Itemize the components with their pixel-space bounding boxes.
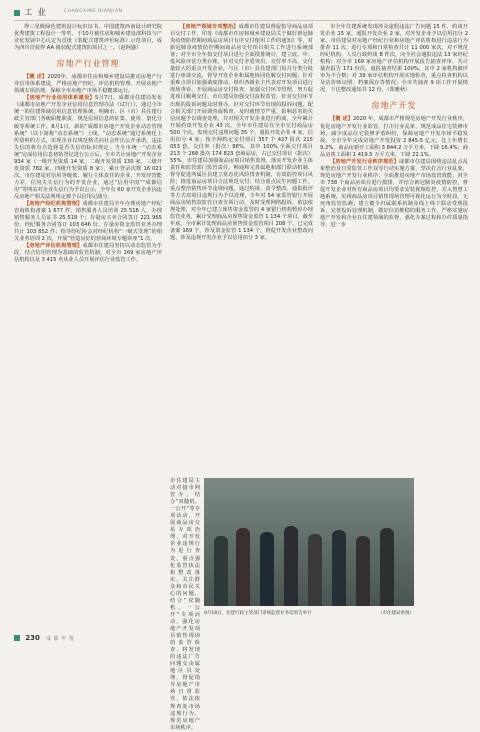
training-meeting-photo — [204, 478, 414, 606]
paragraph-tag: 【概 述】 — [330, 116, 353, 123]
paragraph — [14, 201, 162, 243]
column-left — [14, 24, 162, 264]
photo-person — [380, 528, 394, 606]
paragraph — [320, 159, 468, 229]
page-header — [0, 6, 480, 20]
footer-marker-square — [14, 635, 20, 641]
paragraph-text: 2020 年，成都市严格规范房地产开发行业秩序，优化房地产开发行业监管，打击行业乱象，规范成品住宅装修市场，减少成品住宅装修矛盾纠纷，保障房地产开发市场平稳发展。全市全年完成房地产开发投资 2 845.5 亿元，比上年增长 9.2%，商品房新开工面积 3 844.2 万平方米，下降 16.4%；商品房竣工面积 1 419.5 万平方米，下降 22.1%。 — [320, 116, 468, 158]
paragraph — [14, 243, 162, 264]
photo-person — [332, 530, 346, 606]
section-title-real-estate-development: 房地产开发 — [371, 101, 417, 111]
photo-person — [308, 534, 322, 606]
paragraph-tag: 【房地产领域专项整治】 — [180, 24, 239, 30]
photo-caption — [204, 610, 414, 616]
section-subtitle: CHANGXING NIANJIAN — [64, 9, 123, 14]
paragraph: 市住建局主动对接市网管办，结合“双随机、一公开”等专项活动，开展商品房交易专项治理，对开发企业违规行为进行查处，重点强化监管执法和整改落实，关注群众和市民关心的问题，结合“双随机、一公开”专项活动，强化房地产开发项目销售现场的监管检查，将发现的违法广告问题交由属地区县处理，督促指导房地产市场日常监管，依法依规查处市场违规行为，规范房地产市场秩序。 — [170, 478, 200, 731]
section-marker-square — [14, 10, 20, 16]
page-footer — [14, 634, 74, 642]
column-middle — [170, 24, 313, 474]
photo-person — [356, 536, 370, 606]
paragraph-tag: 【房地产经纪机构管理】 — [24, 201, 83, 208]
paragraph — [320, 116, 468, 158]
photo-credit: （市住建局供图） — [378, 611, 414, 616]
paragraph — [14, 74, 162, 95]
paragraph: 得三星级绿色建筑设计标识证书，中国建筑西南设计研究院优秀建筑工程设计一等奖，于10月被住房和城乡建设部科技与产业化发展中心认定为首批《装配式建筑评价标准》示范项目，成为四川首获得 AA 级装配式建筑的项目之一。（赵阿盛） — [14, 24, 162, 52]
paragraph-text: 成都市住建局围绕违法乱点乱象整治及日常监管工作双导行动实施方案，坚决打击行业乱象，规范房地产开发行业秩序；全面推进房地产市场监管效能，对全市 738 个商品房项目进行摸排，并结合新冠肺炎疫情防控，督促开发企业对所有商品房项目均要求安装视频监控，并入智慧工地系统，实现商品房项目销售现场管理可视化运行为全时段、无死角监管监测；建立健全归属联系机制及线上线下联动受理投诉，完善投诉处理机制，做好信访维稳的服务工作，严格实施房地产开发和企业在住建领域的监督，强化办案过程和办件质量指导，进一步 — [320, 158, 468, 229]
column-middle-lower — [170, 478, 200, 731]
page-number: 230 — [25, 634, 40, 642]
paragraph-text: 2020年，成都市住房和城乡建设局推动房地产行业信用体系建设，严格房地产经纪、评估机构管理，开展房地产领域专项治理，保障全市房地产市场平稳健康运行。 — [14, 74, 162, 95]
paragraph-tag: 【房地产开发行业秩序规范】 — [330, 158, 400, 165]
section-name: 工 业 — [24, 8, 47, 18]
header-rule — [14, 20, 466, 21]
paragraph-text: 5月7日，成都市住建局发布《成都市房地产开发企业信用信息管理办法（试行）》，通过全市统一的住建领域信用信息管理系统，明确市、区（市）县住建行政主管部门各级职能职责，规范信用信息的征集、使用、量化分级等系统工作。8月1日，新的“成都市房地产开发企业动态管理系统”（以下简称“动态系统”）上线，“动态系统”通过系统化上传资料的方式，实现企业以规范格式向社会作出公开承诺，违法失信的将有自选择是否失信的标识规定；当全市统一“动态系统”完成信用信息初始登记进行公示后，全市共计房地产开发企业 934 家（一级开发资质 14 家、二级开发资质 130 家、三级开发资质 782 家，四级开发资质 8 家），累计登录次数 16 021 次。市住建局对信用等级低、履行主体责任的企业，开发经营能力差、信用失失信行为的开发企业，通过“信用中国”“成都信用”等网站对企业失信行为予以公示，全年有 60 家开发企业因违反房地产相关法规规定被予以信用记减分。 — [14, 95, 162, 200]
paragraph — [14, 95, 162, 201]
paragraph-text: 成都市住建局督促指导商品房项目交付工作，印发《成都市住房和城乡建设局关于做好新冠肺炎疫情防控期间商品房项目有序交付使用工作的通知》等，对新冠肺炎疫情防控期间商品房交付项目相关工作进行系统部署；对全市全年拟交付项目进行全面摸排统计，建立底、中、低风险评估分类台账，针对交付矛盾突出、交付率不高、交付量较大的重点开发企业，与区（市）县住建部门每月分类分批进行座谈交流，督导开发企业和属地协同化解交付问题；针对重难点项目加强调度推动，组织各级业主代表对开发项目进行现场查看，开展商品房交付检查，加强交付环节管理，努力促进项目顺利交付。市住建局加强交付流程监管，针对交付环节出现的投诉问题及时督办。针对交付环节出现的投诉问题，配合相关部门开展调查或核查，及时就情节严重、影响恶劣的失信问题予以调查处理，并对相关开发企业进行约谈，全年累计开展约谈开发企业 43 次。全年市住建局在全市交付商品房 500 个次，发现交付违规问题 35 个，通报开发企业 4 家，信用扣分 4 家；按全网约定交付项目 357 个 427 批次 215 053 套，交付率（批次）88%，其中 100% 全面交付项目 213 个 268 批次 174 823 套商品房，占已交付项目（批次）55%。市住建局加强商品房项目销售监督，落实开发企业主体责任和监管部门监管责任，畅通和完善属地和部门联动机制、督导促进所属区县建立常态化风险排查机制，有效防控项目风险；推进商品房项目合法规范交付；结合重点民生问题工作，重点整治销售环节违规问题，通过约谈、责令整改、通报批评等方式对项目违规行为予以处理，全年对 54 家监管银行开展商品房销售款监管自查专项行动，及时受理网络投诉，依法依规处理，对全年已建立预售资金监管的 4 家银行机构暂停办理监管业务，累计受理商品房预售资金监管 1 134 个项目。截至年底，全市累计处理商品房预售资金监管项目 208 个，已完成备案 169 个，涉及资金监管 1 134 个，督促开发企业整改问题，涉及违规开发企业予以信用扣分 3 家。 — [170, 24, 313, 242]
photo-person — [260, 532, 274, 606]
paragraph-tag: 【概 述】 — [24, 74, 48, 81]
photo-person — [214, 536, 228, 606]
column-right — [320, 24, 468, 474]
paragraph — [170, 24, 313, 242]
section-title-real-estate-management: 房地产行业管理 — [56, 59, 120, 69]
caption-text: 9月18日，住建行政主管部门审核监督业务培训会举行 — [204, 611, 312, 616]
paragraph: 市全年住建系统发现涉及虚假违法广告问题 15 件，约谈开发企业 15 家，通报开发企业 2 家，对开发企业予以信用扣分 2 家。市住建局对房地产经纪行业和房地产评估机构进行违法行为排查 11 次，进行专项和日常检查共计 11 000 家次，对不规范经纪机构、人员行政约谈 8 件次，向全社会通报违法 13 家经纪机构；对全市 169 家房地产评估机构开展报告抽查评审，共计抽查报告 171 份次，通报抽查结果 100%，其中 2 家机构被评审为不合格；对 39 家评估机构开展实地检查，重点检查机构以及估价师证照、档案保存等情况；全市共抽查 9 项工作开展情况，下达整改通知书 12 份。（郑雅秋） — [320, 24, 468, 94]
paragraph-text: 成都市住建局全年办理房地产经纪咨询机构备案 1 677 件，销售服务人员培训 25 518 人，办理销售服务人员证书 25 518 个；存量房买卖合同签订 221 965 份，经纪服务合同签订 103 646 份。存量房资金监管业务办理共计 103 852 件；指导经纪协会对经纪机构“一级式受理”的相关业务培训 2 次，开展“营造良好的营商环境专题讲座”1 次。 — [14, 201, 162, 243]
photo-person — [284, 526, 298, 606]
magazine-name: 成 都 年 鉴 — [46, 636, 75, 642]
paragraph-text: 成都市住建局坚持以动态监管为手段，结合信用管理为基础的监管机制，对全市 169 家房地产评估机构以及 3 415 名从业人员开展评估行业监管工作。 — [14, 243, 162, 264]
paragraph-tag: 【房地产评估机构管理】 — [24, 243, 83, 250]
photo-person — [236, 528, 250, 606]
paragraph-tag: 【房地产行业信用体系建设】 — [24, 95, 96, 102]
